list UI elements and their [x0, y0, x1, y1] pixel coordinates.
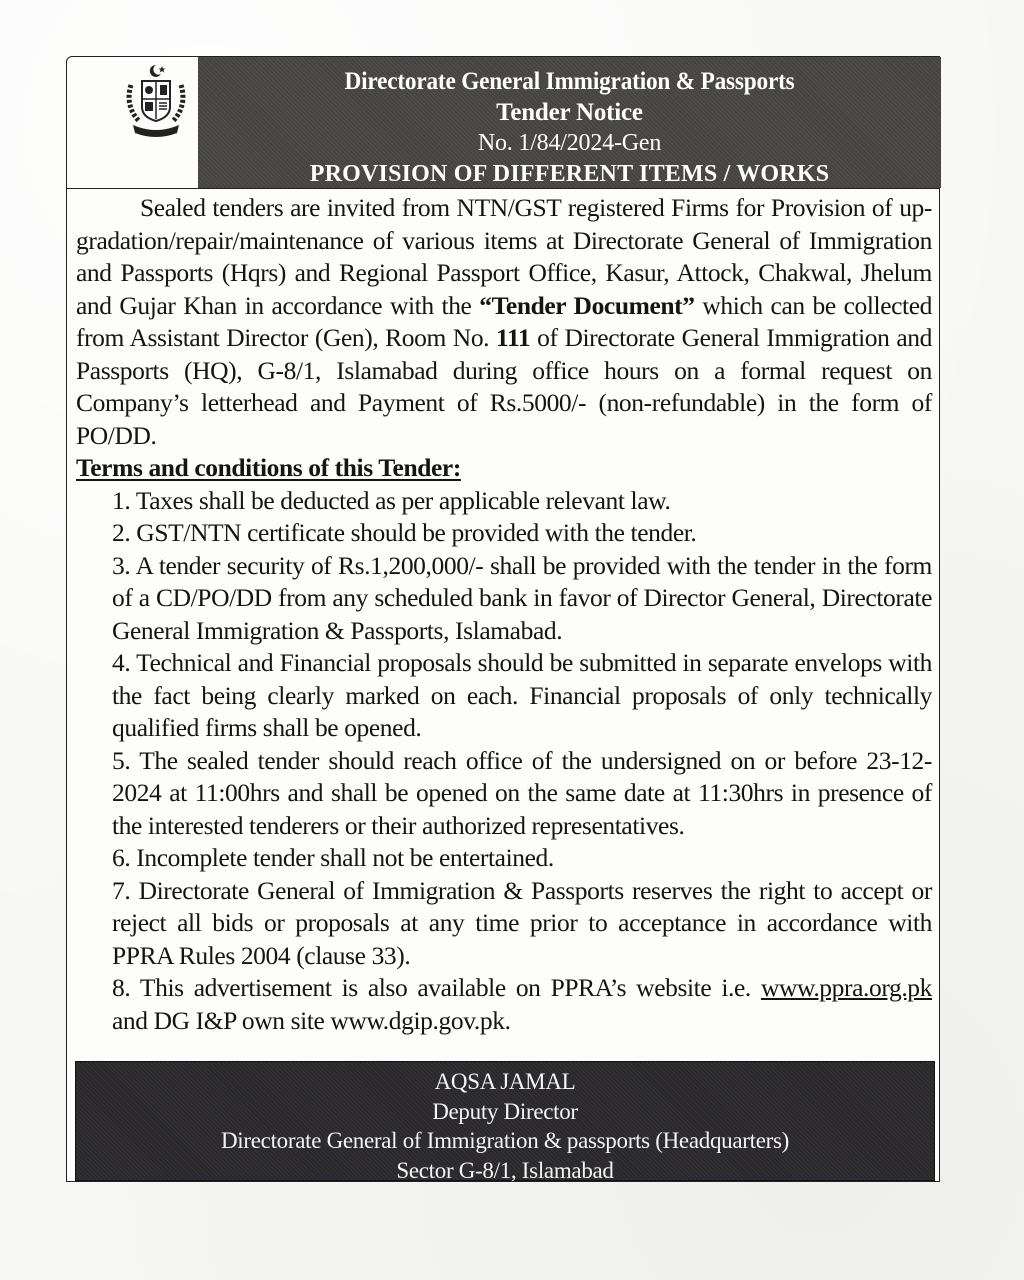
- intro-text-2: which can be collected from Assistant Director (Gen), Room No.: [76, 290, 933, 352]
- notice-subject: PROVISION OF DIFFERENT ITEMS / WORKS: [309, 161, 830, 187]
- signatory-designation: Deputy Director: [432, 1098, 578, 1124]
- terms-list: [76, 485, 932, 1038]
- term-item: 3. A tender security of Rs.1,200,000/- shall be provided with the tender in the form of a CD/PO/DD from any scheduled bank in favor of Director General, Directorate General Immigration & Passports, Islamabad.: [112, 550, 932, 645]
- terms-heading: Terms and conditions of this Tender:: [76, 453, 461, 482]
- term-item: 4. Technical and Financial proposals should be submitted in separate envelops with the fact being clearly marked on each. Financial proposals of only technically qualified firms shall be opened.: [112, 648, 932, 742]
- notice-body: [76, 192, 932, 1037]
- intro-paragraph: [76, 192, 932, 452]
- header-divider: [67, 188, 939, 189]
- term-8-text: 8. This advertisement is also available on PPRA’s website i.e.: [112, 973, 761, 1002]
- header-banner: [198, 57, 941, 188]
- signatory-name: AQSA JAMAL: [434, 1069, 576, 1094]
- term-item: 2. GST/NTN certificate should be provided with the tender.: [112, 518, 697, 547]
- term-item: 6. Incomplete tender shall not be entertained.: [112, 843, 554, 872]
- notice-number: No. 1/84/2024-Gen: [477, 130, 662, 156]
- term-8-suffix: .: [504, 1005, 511, 1035]
- tender-notice: [66, 56, 940, 1182]
- room-number: 111: [496, 323, 531, 352]
- signature-block: [75, 1061, 935, 1181]
- term-item: 5. The sealed tender should reach office of the undersigned on or before 23-12-2024 at 11:00hrs and shall be opened on the same date at 11:30hrs in presence of the interested tenderers or their authorized representatives.: [112, 745, 932, 840]
- tender-document-label: “Tender Document”: [479, 290, 695, 320]
- intro-text-3: of Directorate General Immigration and Passports (HQ), G-8/1, Islamabad during office hours on a formal request on Company’s letterhead and Payment of Rs.5000/- (non-refundable) in the form of PO/DD.: [76, 323, 932, 450]
- intro-text-1: Sealed tenders are invited from NTN/GST registered Firms for Provision of up-gradation/repair/maintenance of various items at Directorate General of Immigration and Passports (Hqrs) and Regional Passport Office, Kasur, Attock, Chakwal, Jhelum and Gujar Khan in accordance with the: [76, 193, 932, 320]
- term-8-middle: and DG I&P own site: [112, 1005, 331, 1035]
- term-item: 7. Directorate General of Immigration & Passports reserves the right to accept or reject all bids or proposals at any time prior to acceptance in accordance with PPRA Rules 2004 (clause 33).: [112, 875, 932, 970]
- notice-title: Tender Notice: [496, 99, 643, 126]
- term-item-8: [112, 972, 932, 1037]
- dgip-website-link[interactable]: www.dgip.gov.pk: [330, 1005, 505, 1035]
- signatory-address: Sector G-8/1, Islamabad: [396, 1157, 614, 1183]
- signatory-office: Directorate General of Immigration & passports (Headquarters): [221, 1128, 789, 1153]
- organization-name: Directorate General Immigration & Passports: [344, 68, 795, 95]
- ppra-website-link[interactable]: www.ppra.org.pk: [760, 973, 932, 1002]
- term-item: 1. Taxes shall be deducted as per applicable relevant law.: [112, 485, 671, 515]
- state-emblem-icon: [123, 63, 189, 139]
